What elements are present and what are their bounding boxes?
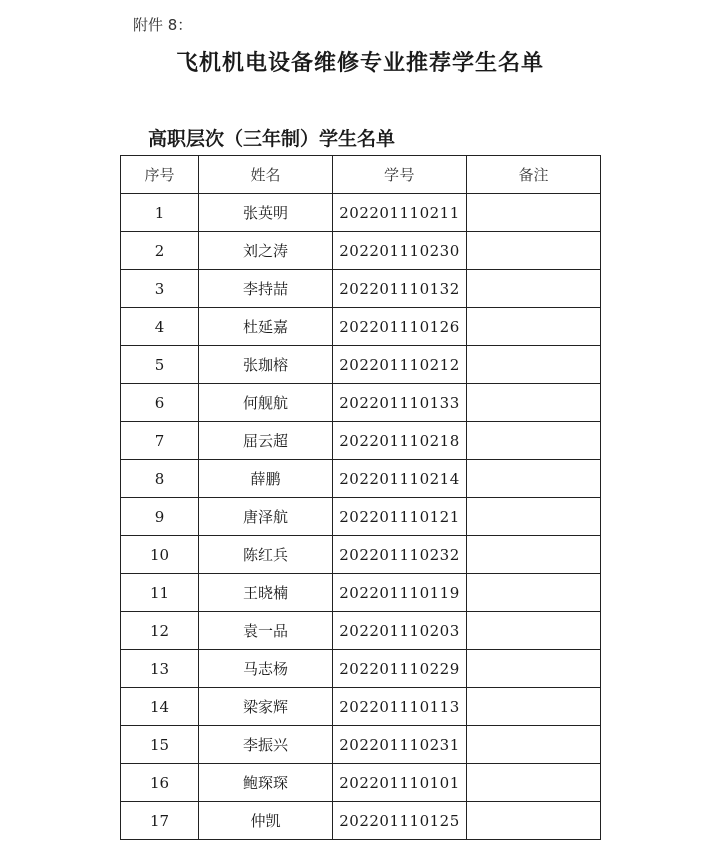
table-row <box>121 574 601 612</box>
cell-student-id: 202201110125 <box>333 802 467 840</box>
cell-remarks <box>467 422 601 460</box>
cell-remarks <box>467 346 601 384</box>
cell-remarks <box>467 232 601 270</box>
cell-number: 3 <box>121 270 199 308</box>
cell-name: 屈云超 <box>199 422 333 460</box>
cell-student-id: 202201110126 <box>333 308 467 346</box>
cell-name: 何舰航 <box>199 384 333 422</box>
cell-remarks <box>467 536 601 574</box>
table-row <box>121 194 601 232</box>
table-row <box>121 422 601 460</box>
cell-student-id: 202201110121 <box>333 498 467 536</box>
cell-remarks <box>467 764 601 802</box>
table-row <box>121 270 601 308</box>
table-row <box>121 612 601 650</box>
cell-name: 张珈榕 <box>199 346 333 384</box>
table-row <box>121 308 601 346</box>
cell-number: 6 <box>121 384 199 422</box>
cell-number: 4 <box>121 308 199 346</box>
cell-number: 7 <box>121 422 199 460</box>
table-row <box>121 536 601 574</box>
cell-number: 9 <box>121 498 199 536</box>
cell-name: 刘之涛 <box>199 232 333 270</box>
cell-remarks <box>467 650 601 688</box>
cell-remarks <box>467 384 601 422</box>
cell-student-id: 202201110203 <box>333 612 467 650</box>
cell-student-id: 202201110229 <box>333 650 467 688</box>
cell-number: 16 <box>121 764 199 802</box>
document-title: 飞机机电设备维修专业推荐学生名单 <box>175 51 544 76</box>
cell-name: 杜延嘉 <box>199 308 333 346</box>
cell-number: 5 <box>121 346 199 384</box>
cell-name: 仲凯 <box>199 802 333 840</box>
cell-student-id: 202201110119 <box>333 574 467 612</box>
cell-name: 张英明 <box>199 194 333 232</box>
cell-student-id: 202201110133 <box>333 384 467 422</box>
cell-student-id: 202201110230 <box>333 232 467 270</box>
column-header-name: 姓名 <box>199 156 333 194</box>
cell-remarks <box>467 574 601 612</box>
cell-name: 袁一品 <box>199 612 333 650</box>
cell-remarks <box>467 802 601 840</box>
cell-number: 12 <box>121 612 199 650</box>
table-header <box>121 156 601 194</box>
cell-number: 1 <box>121 194 199 232</box>
cell-student-id: 202201110132 <box>333 270 467 308</box>
table-row <box>121 802 601 840</box>
table-body <box>121 194 601 840</box>
cell-remarks <box>467 460 601 498</box>
cell-student-id: 202201110231 <box>333 726 467 764</box>
cell-name: 唐泽航 <box>199 498 333 536</box>
table-row <box>121 688 601 726</box>
cell-remarks <box>467 612 601 650</box>
table-row <box>121 498 601 536</box>
cell-name: 梁家辉 <box>199 688 333 726</box>
cell-name: 薛鹏 <box>199 460 333 498</box>
cell-number: 15 <box>121 726 199 764</box>
cell-student-id: 202201110101 <box>333 764 467 802</box>
section-title: 高职层次（三年制）学生名单 <box>148 128 396 150</box>
column-header-remarks: 备注 <box>467 156 601 194</box>
table-row <box>121 764 601 802</box>
cell-remarks <box>467 688 601 726</box>
cell-name: 鲍琛琛 <box>199 764 333 802</box>
cell-number: 8 <box>121 460 199 498</box>
cell-student-id: 202201110218 <box>333 422 467 460</box>
cell-remarks <box>467 270 601 308</box>
cell-number: 2 <box>121 232 199 270</box>
cell-number: 11 <box>121 574 199 612</box>
cell-remarks <box>467 726 601 764</box>
cell-student-id: 202201110212 <box>333 346 467 384</box>
table-row <box>121 726 601 764</box>
table-row <box>121 384 601 422</box>
cell-student-id: 202201110211 <box>333 194 467 232</box>
attachment-label: 附件 8： <box>133 16 193 34</box>
cell-name: 李振兴 <box>199 726 333 764</box>
cell-number: 17 <box>121 802 199 840</box>
cell-number: 14 <box>121 688 199 726</box>
table-row <box>121 650 601 688</box>
table-row <box>121 232 601 270</box>
table-row <box>121 346 601 384</box>
cell-student-id: 202201110232 <box>333 536 467 574</box>
cell-number: 13 <box>121 650 199 688</box>
cell-remarks <box>467 194 601 232</box>
table-header-row <box>121 156 601 194</box>
cell-student-id: 202201110214 <box>333 460 467 498</box>
cell-name: 马志杨 <box>199 650 333 688</box>
column-header-number: 序号 <box>121 156 199 194</box>
column-header-student-id: 学号 <box>333 156 467 194</box>
cell-name: 陈红兵 <box>199 536 333 574</box>
cell-name: 王晓楠 <box>199 574 333 612</box>
cell-name: 李持喆 <box>199 270 333 308</box>
table-row <box>121 460 601 498</box>
cell-remarks <box>467 498 601 536</box>
student-roster-table <box>120 155 601 840</box>
cell-number: 10 <box>121 536 199 574</box>
cell-remarks <box>467 308 601 346</box>
cell-student-id: 202201110113 <box>333 688 467 726</box>
